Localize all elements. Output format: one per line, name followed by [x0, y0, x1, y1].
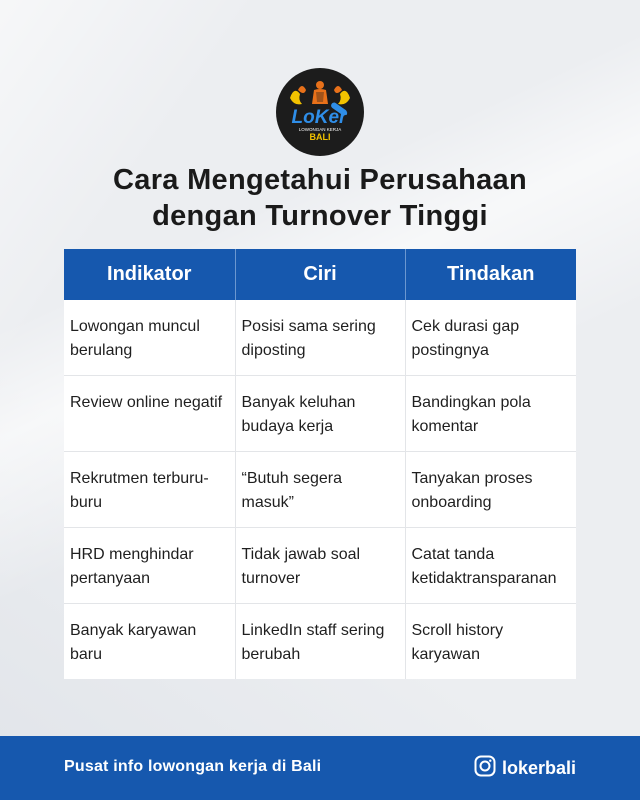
cell-tindakan: Cek durasi gap postingnya — [405, 300, 576, 376]
title-line-1: Cara Mengetahui Perusahaan — [113, 164, 527, 196]
table-row — [64, 604, 576, 680]
cell-indikator: Banyak karyawan baru — [64, 604, 235, 680]
table-row — [64, 528, 576, 604]
cell-ciri: Posisi sama sering diposting — [235, 300, 405, 376]
cell-ciri: Banyak keluhan budaya kerja — [235, 376, 405, 452]
table-header-row — [64, 249, 576, 300]
turnover-table — [64, 249, 576, 679]
header-tindakan: Tindakan — [405, 249, 576, 300]
instagram-icon — [474, 755, 496, 782]
instagram-handle: lokerbali — [501, 758, 576, 778]
footer-tagline: Pusat info lowongan kerja di Bali — [64, 758, 322, 775]
table-row — [64, 452, 576, 528]
header-indikator: Indikator — [64, 249, 235, 300]
page-title — [0, 162, 640, 234]
logo-region: BALI — [309, 132, 331, 142]
cell-tindakan: Catat tanda ketidaktransparanan — [405, 528, 576, 604]
cell-ciri: LinkedIn staff sering berubah — [235, 604, 405, 680]
header-ciri: Ciri — [235, 249, 405, 300]
cell-indikator: Lowongan muncul berulang — [64, 300, 235, 376]
cell-indikator: HRD menghindar pertanyaan — [64, 528, 235, 604]
title-line-2: dengan Turnover Tinggi — [152, 200, 488, 232]
table-row — [64, 300, 576, 376]
cell-tindakan: Tanyakan proses onboarding — [405, 452, 576, 528]
logo-wordmark: LoKer — [291, 107, 347, 128]
cell-ciri: Tidak jawab soal turnover — [235, 528, 405, 604]
cell-indikator: Review online negatif — [64, 376, 235, 452]
cell-ciri: “Butuh segera masuk” — [235, 452, 405, 528]
logo-subtext: LOWONGAN KERJA — [298, 127, 342, 132]
lokerbali-logo — [276, 68, 364, 156]
instagram-link[interactable] — [474, 755, 576, 782]
cell-indikator: Rekrutmen terburu-buru — [64, 452, 235, 528]
table-row — [64, 376, 576, 452]
cell-tindakan: Scroll history karyawan — [405, 604, 576, 680]
cell-tindakan: Bandingkan pola komentar — [405, 376, 576, 452]
footer-bar — [0, 736, 640, 800]
